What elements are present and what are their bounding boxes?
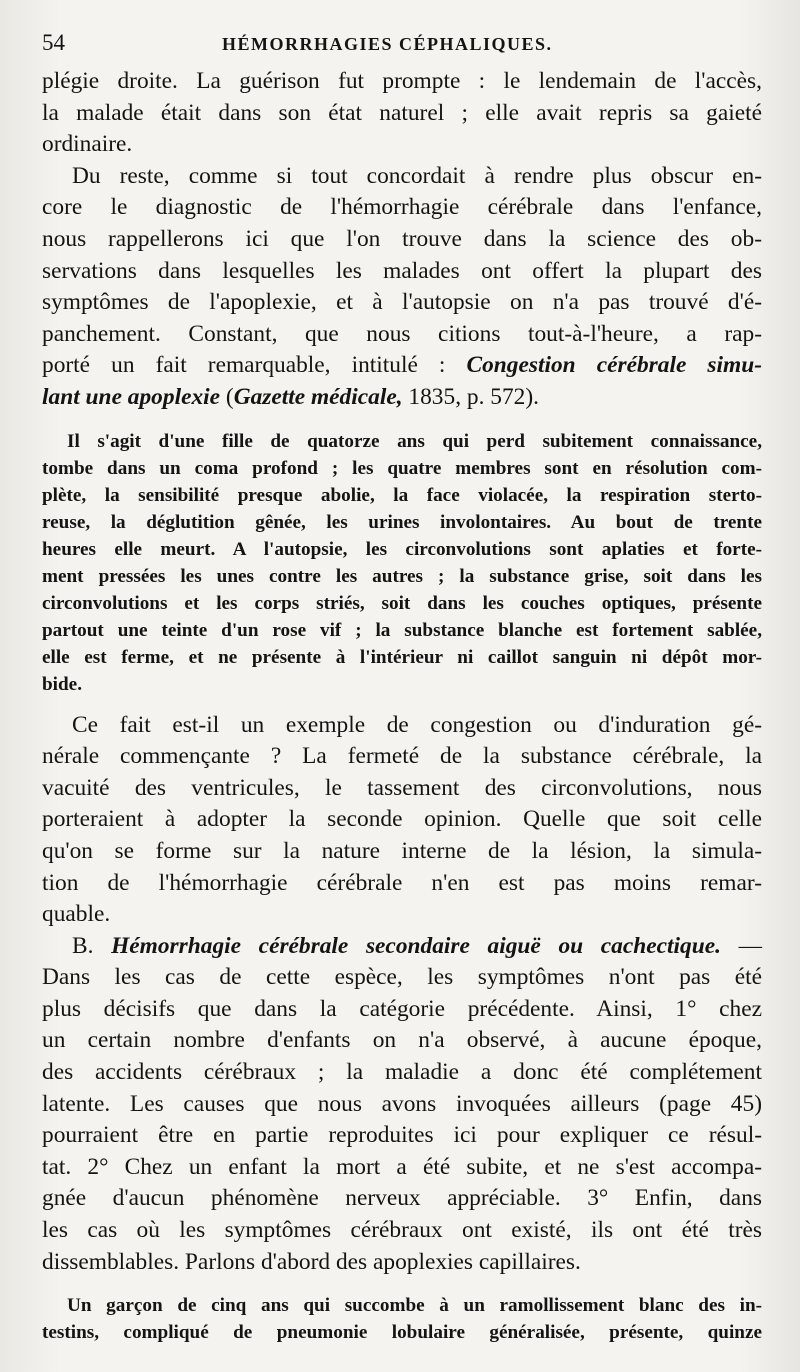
italic-title: lant une apoplexie — [42, 383, 221, 410]
text-line: Ce fait est-il un exemple de congestion ou d'induration gé- — [72, 711, 762, 738]
text-fragment: porté un fait remarquable, intitulé : — [42, 352, 467, 379]
text-line: quable. — [42, 901, 111, 928]
text-line: ordinaire. — [42, 131, 133, 158]
text-line: reuse, la déglutition gênée, les urines involontaires. Au bout de trente — [42, 511, 762, 533]
paragraph-apoplexie — [42, 161, 762, 414]
paragraph-continuation — [42, 66, 762, 161]
text-line: bide. — [42, 673, 82, 695]
text-line: Dans les cas de cette espèce, les symptômes n'ont pas été — [42, 964, 762, 991]
text-fragment: 1835, p. 572). — [402, 383, 540, 410]
text-line: core le diagnostic de l'hémorrhagie cérébrale dans l'enfance, — [42, 194, 762, 221]
italic-title: Congestion cérébrale simu- — [466, 352, 762, 379]
text-line: les cas où les symptômes cérébraux ont existé, ils ont été très — [42, 1217, 762, 1244]
text-line: tat. 2° Chez un enfant la mort a été subite, et ne s'est accompa- — [42, 1153, 762, 1180]
text-line: testins, compliqué de pneumonie lobulaire généralisée, présente, quinze — [42, 1322, 762, 1344]
text-line: plégie droite. La guérison fut prompte : le lendemain de l'accès, — [42, 68, 762, 94]
section-heading-line — [42, 931, 762, 963]
section-heading: Hémorrhagie cérébrale secondaire aiguë ou cachectique. — [111, 932, 721, 959]
text-line: panchement. Constant, que nous citions tout-à-l'heure, a rap- — [42, 320, 762, 347]
case-observation — [42, 428, 762, 698]
case-observation — [42, 1292, 762, 1346]
text-line: heures elle meurt. A l'autopsie, les circonvolutions sont aplaties et forte- — [42, 538, 762, 560]
text-line: ment pressées les unes contre les autres ; la substance grise, soit dans les — [42, 565, 762, 587]
text-line: Un garçon de cinq ans qui succombe à un ramollissement blanc des in- — [67, 1295, 762, 1317]
text-line: tombe dans un coma profond ; les quatre membres sont en résolution com- — [42, 457, 762, 479]
text-line: porteraient à adopter la seconde opinion. Quelle que soit celle — [42, 806, 762, 833]
page-number: 54 — [42, 30, 65, 55]
section-label: B. — [72, 932, 112, 959]
text-line: servations dans lesquelles les malades ont offert la plupart des — [42, 257, 762, 284]
text-line: circonvolutions et les corps striés, soit dans les couches optiques, présente — [42, 592, 762, 614]
text-line: la malade était dans son état naturel ; elle avait repris sa gaieté — [42, 99, 762, 126]
text-line: partout une teinte d'un rose vif ; la substance blanche est fortement sablée, — [42, 619, 762, 641]
text-line: gnée d'aucun phénomène nerveux appréciable. 3° Enfin, dans — [42, 1185, 762, 1212]
text-line — [42, 382, 762, 414]
text-line: latente. Les causes que nous avons invoquées ailleurs (page 45) — [42, 1090, 762, 1117]
text-fragment: — — [720, 932, 762, 959]
text-line: pourraient être en partie reproduites ici pour expliquer ce résul- — [42, 1122, 762, 1149]
text-line: vacuité des ventricules, le tassement des circonvolutions, nous — [42, 774, 762, 801]
text-fragment: ( — [220, 383, 234, 410]
text-line: plus décisifs que dans la catégorie précédente. Ainsi, 1° chez — [42, 995, 762, 1022]
text-line: symptômes de l'apoplexie, et à l'autopsie on n'a pas trouvé d'é- — [42, 289, 762, 316]
italic-source: Gazette médicale, — [233, 383, 403, 410]
paragraph-section-b — [42, 931, 762, 1279]
text-line: Il s'agit d'une fille de quatorze ans qui perd subitement connaissance, — [67, 430, 762, 452]
text-line: tion de l'hémorrhagie cérébrale n'en est pas moins remar- — [42, 869, 762, 896]
text-line: plète, la sensibilité presque abolie, la face violacée, la respiration sterto- — [42, 484, 762, 506]
text-line: qu'on se forme sur la nature interne de la lésion, la simula- — [42, 837, 762, 864]
text-line: des accidents cérébraux ; la maladie a donc été complétement — [42, 1059, 762, 1086]
text-line — [42, 350, 762, 382]
text-line: elle est ferme, et ne présente à l'intérieur ni caillot sanguin ni dépôt mor- — [42, 646, 762, 668]
running-title: HÉMORRHAGIES CÉPHALIQUES. — [222, 34, 553, 54]
page-header — [42, 30, 762, 66]
text-line: un certain nombre d'enfants on n'a observé, à aucune époque, — [42, 1027, 762, 1054]
text-line: nous rappellerons ici que l'on trouve dans la science des ob- — [42, 225, 762, 252]
text-line: nérale commençante ? La fermeté de la substance cérébrale, la — [42, 743, 762, 770]
paragraph-congestion — [42, 710, 762, 931]
text-line: dissemblables. Parlons d'abord des apoplexies capillaires. — [42, 1248, 581, 1275]
text-line: Du reste, comme si tout concordait à rendre plus obscur en- — [72, 162, 762, 189]
